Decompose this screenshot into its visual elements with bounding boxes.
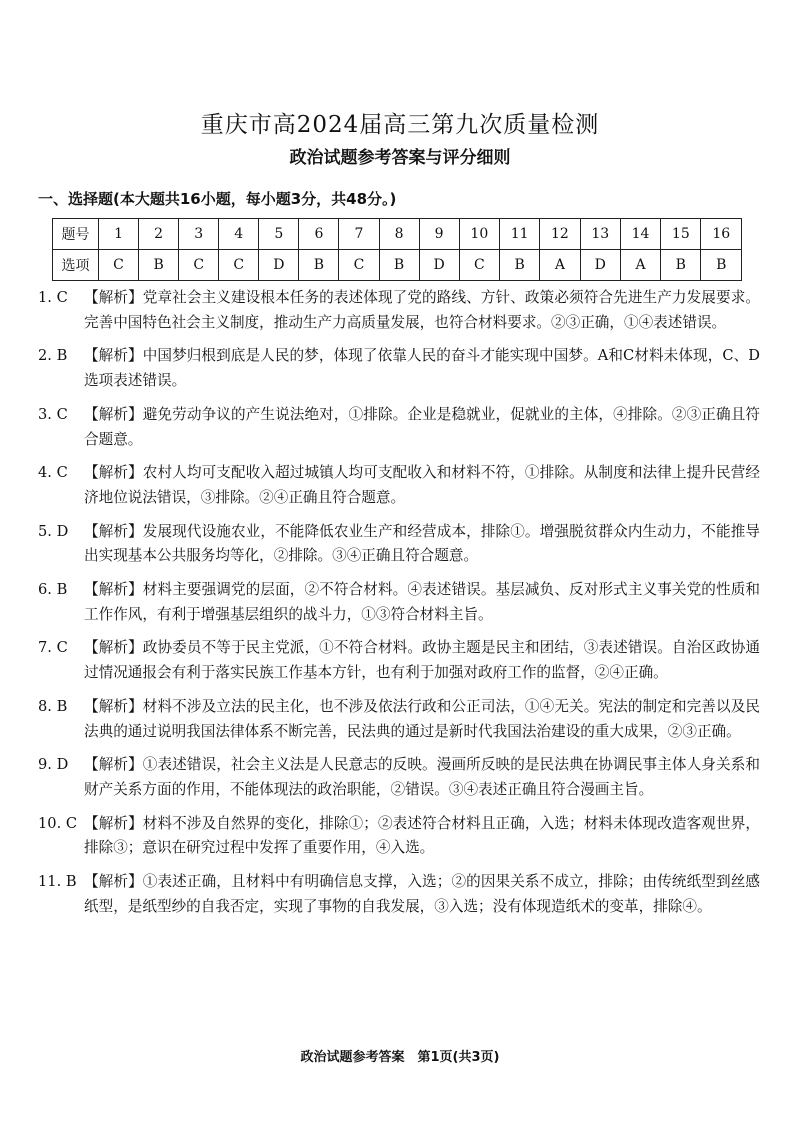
- item-number: 11. B: [38, 872, 77, 890]
- answer-choice: D: [419, 250, 459, 281]
- item-number: 4. C: [38, 464, 68, 482]
- answer-choice: B: [379, 250, 419, 281]
- item-text: 【解析】中国梦归根到底是人民的梦，体现了依靠人民的奋斗才能实现中国梦。A和C材料未体现，C、D选项表述错误。: [84, 347, 760, 390]
- question-number: 1: [99, 219, 139, 250]
- answer-choice: B: [661, 250, 701, 281]
- item-number: 1. C: [38, 289, 68, 306]
- answer-choice: D: [580, 250, 620, 281]
- question-number: 15: [661, 219, 701, 250]
- question-number: 5: [259, 219, 299, 250]
- item-number: 10. C: [38, 814, 78, 832]
- answer-choice: D: [259, 250, 299, 281]
- row-label-number: 题号: [53, 219, 99, 250]
- item-number: 5. D: [38, 522, 69, 540]
- answer-table-number-row: [53, 219, 742, 250]
- answer-choice: C: [459, 250, 499, 281]
- explanation-item: [38, 812, 760, 862]
- item-number: 9. D: [38, 756, 69, 774]
- answer-choice: B: [499, 250, 539, 281]
- item-text: 【解析】①表述正确，且材料中有明确信息支撑，入选；②的因果关系不成立，排除；由传统纸型到丝感纸型，是纸型纱的自我否定，实现了事物的自我发展，③入选；没有体现造纸术的变革，排除④。: [84, 872, 760, 915]
- item-number: 6. B: [38, 580, 68, 598]
- answer-choice: C: [339, 250, 379, 281]
- question-number: 9: [419, 219, 459, 250]
- question-number: 3: [179, 219, 219, 250]
- question-number: 6: [299, 219, 339, 250]
- question-number: 10: [459, 219, 499, 250]
- item-text: 【解析】农村人均可支配收入超过城镇人均可支配收入和材料不符，①排除。从制度和法律上提升民营经济地位说法错误，③排除。②④正确且符合题意。: [84, 464, 760, 506]
- item-text: 【解析】避免劳动争议的产生说法绝对，①排除。企业是稳就业，促就业的主体，④排除。②③正确且符合题意。: [84, 405, 760, 448]
- answer-choice: B: [139, 250, 179, 281]
- question-number: 11: [499, 219, 539, 250]
- question-number: 4: [219, 219, 259, 250]
- answer-choice: C: [219, 250, 259, 281]
- answer-choice: C: [179, 250, 219, 281]
- explanation-item: [38, 344, 760, 394]
- answer-choice: A: [540, 250, 580, 281]
- item-text: 【解析】材料主要强调党的层面，②不符合材料。④表述错误。基层减负、反对形式主义事关党的性质和工作作风，有利于增强基层组织的战斗力，①③符合材料主旨。: [84, 580, 760, 623]
- explanation-item: [38, 636, 760, 686]
- question-number: 13: [580, 219, 620, 250]
- page-footer: 政治试题参考答案 第1页(共3页): [300, 1050, 500, 1065]
- explanation-item: [38, 403, 760, 453]
- question-number: 12: [540, 219, 580, 250]
- explanation-item: [38, 870, 760, 920]
- explanation-item: [38, 520, 760, 570]
- answer-table-answer-row: [53, 250, 742, 281]
- question-number: 8: [379, 219, 419, 250]
- question-number: 16: [701, 219, 742, 250]
- section-heading: 一、选择题(本大题共16小题，每小题3分，共48分。): [38, 190, 397, 208]
- explanation-item: [38, 461, 760, 511]
- question-number: 2: [139, 219, 179, 250]
- explanation-list: [38, 286, 760, 928]
- answer-table: [52, 218, 742, 281]
- item-number: 3. C: [38, 405, 68, 423]
- answer-choice: B: [701, 250, 742, 281]
- explanation-item: [38, 753, 760, 803]
- explanation-item: [38, 286, 760, 336]
- item-text: 【解析】政协委员不等于民主党派，①不符合材料。政协主题是民主和团结，③表述错误。自治区政协通过情况通报会有利于落实民族工作基本方针，也有利于加强对政府工作的监督，②④正确。: [84, 639, 760, 682]
- row-label-answer: 选项: [53, 250, 99, 281]
- answer-choice: A: [620, 250, 660, 281]
- item-text: 【解析】①表述错误，社会主义法是人民意志的反映。漫画所反映的是民法典在协调民事主体人身关系和财产关系方面的作用，不能体现法的政治职能，②错误。③④表述正确且符合漫画主旨。: [84, 756, 760, 798]
- question-number: 7: [339, 219, 379, 250]
- item-number: 7. C: [38, 639, 68, 657]
- item-number: 2. B: [38, 347, 68, 365]
- answer-choice: B: [299, 250, 339, 281]
- answer-choice: C: [99, 250, 139, 281]
- item-text: 【解析】发展现代设施农业，不能降低农业生产和经营成本，排除①。增强脱贫群众内生动力，不能推导出实现基本公共服务均等化，②排除。③④正确且符合题意。: [84, 522, 760, 565]
- question-number: 14: [620, 219, 660, 250]
- explanation-item: [38, 695, 760, 745]
- item-text: 【解析】材料不涉及自然界的变化，排除①；②表述符合材料且正确，入选；材料未体现改造客观世界，排除③；意识在研究过程中发挥了重要作用，④入选。: [84, 814, 760, 857]
- item-text: 【解析】材料不涉及立法的民主化，也不涉及依法行政和公正司法，①④无关。宪法的制定和完善以及民法典的通过说明我国法律体系不断完善，民法典的通过是新时代我国法治建设的重大成果，②③正确。: [84, 697, 760, 740]
- document-title: 重庆市高2024届高三第九次质量检测: [200, 112, 600, 138]
- item-number: 8. B: [38, 697, 68, 715]
- item-text: 【解析】党章社会主义建设根本任务的表述体现了党的路线、方针、政策必须符合先进生产力发展要求。完善中国特色社会主义制度，推动生产力高质量发展，也符合材料要求。②③正确，①④表述错误。: [84, 289, 760, 331]
- explanation-item: [38, 578, 760, 628]
- document-subtitle: 政治试题参考答案与评分细则: [289, 148, 511, 168]
